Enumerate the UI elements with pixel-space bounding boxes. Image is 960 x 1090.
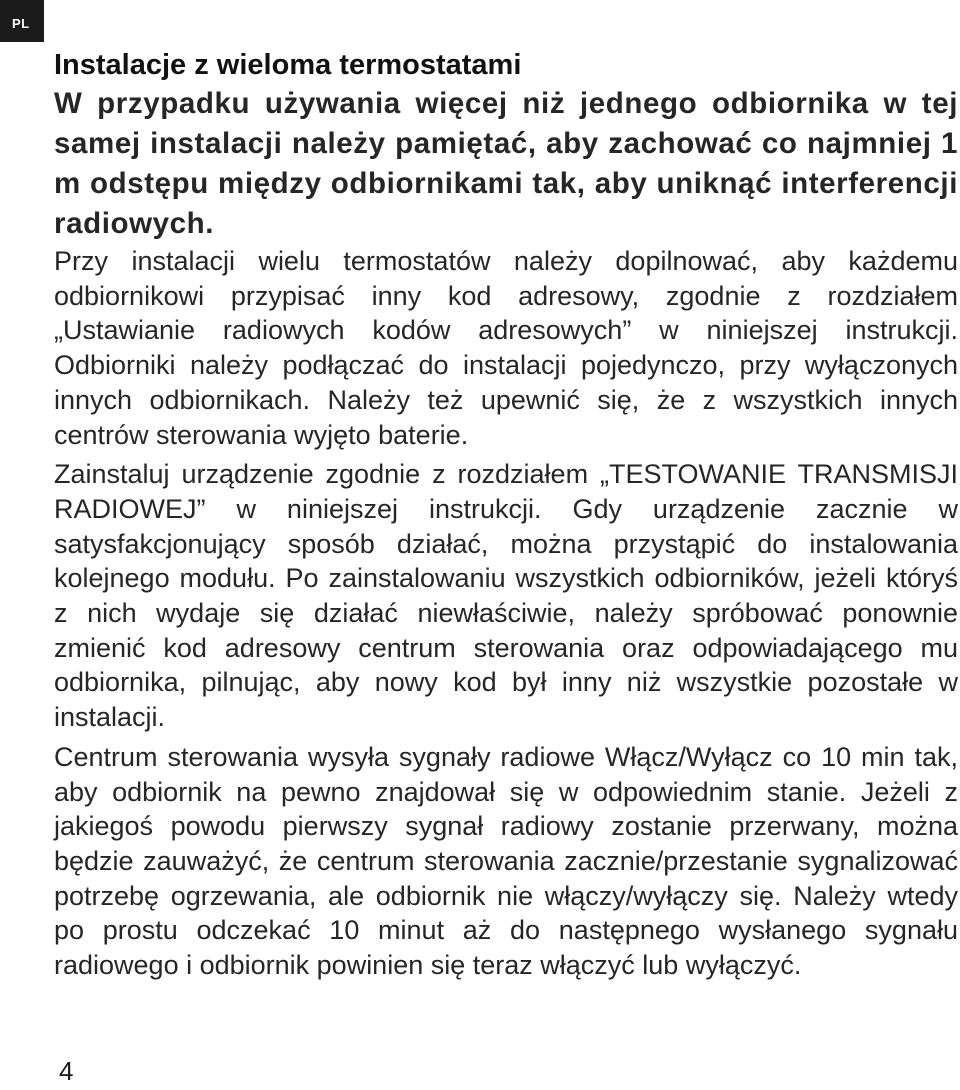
- body-paragraph-testing: Zainstaluj urządzenie zgodnie z rozdziałem „TESTOWANIE TRANSMISJI RADIOWEJ” w niniejszej instrukcji. Gdy urządzenie zacznie w satysfakcjonujący sposób działać, można przystąpić do instalowania kolejnego modułu. Po zainstalowaniu wszystkich odbiorników, jeżeli któryś z nich wydaje się działać niewłaściwie, należy spróbować ponownie zmienić kod adresowy centrum sterowania oraz odpowiadającego mu odbiornika, pilnując, aby nowy kod był inny niż wszystkie pozostałe w instalacji.: [54, 459, 958, 733]
- warning-paragraph: W przypadku używania więcej niż jednego odbiornika w tej samej instalacji należy pamiętać, aby zachować co najmniej 1 m odstępu między odbiornikami tak, aby uniknąć interferencji radiowych.: [54, 87, 958, 240]
- section-title: Instalacje z wieloma termostatami: [54, 49, 522, 81]
- page-number: 4: [59, 1056, 74, 1086]
- body-paragraph-addressing: Przy instalacji wielu termostatów należy dopilnować, aby każdemu odbiornikowi przypisać inny kod adresowy, zgodnie z rozdziałem „Ustawianie radiowych kodów adresowych” w niniejszej instrukcji. Odbiorniki należy podłączać do instalacji pojedynczo, przy wyłączonych innych odbiornikach. Należy też upewnić się, że z wszystkich innych centrów sterowania wyjęto baterie.: [54, 246, 958, 450]
- language-tab: PL: [0, 0, 44, 42]
- manual-section: [54, 46, 958, 983]
- body-paragraph-signals: Centrum sterowania wysyła sygnały radiowe Włącz/Wyłącz co 10 min tak, aby odbiornik na pewno znajdował się w odpowiednim stanie. Jeżeli z jakiegoś powodu pierwszy sygnał radiowy zostanie przerwany, można będzie zauważyć, że centrum sterowania zacznie/przestanie sygnalizować potrzebę ogrzewania, ale odbiornik nie włączy/wyłączy się. Należy wtedy po prostu odczekać 10 minut aż do następnego wysłanego sygnału radiowego i odbiornik powinien się teraz włączyć lub wyłączyć.: [54, 741, 958, 981]
